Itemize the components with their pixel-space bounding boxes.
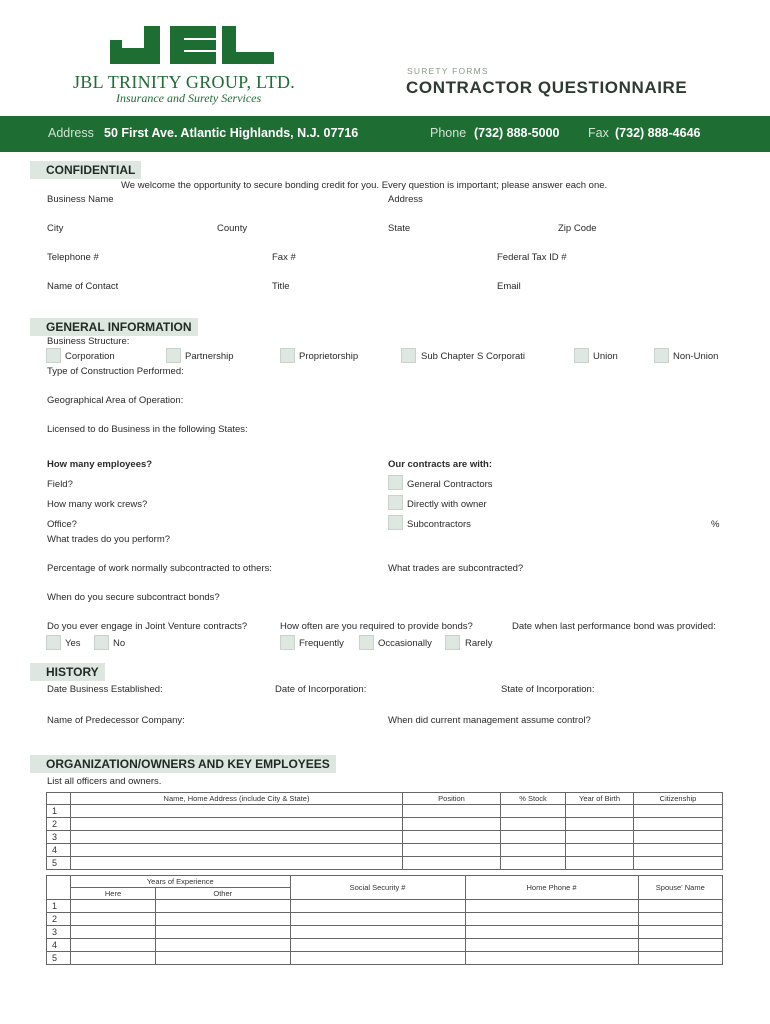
subcontractors-checkbox[interactable] bbox=[388, 515, 403, 530]
address-value: 50 First Ave. Atlantic Highlands, N.J. 07716 bbox=[104, 126, 359, 140]
table-cell[interactable] bbox=[290, 952, 465, 965]
subcontractors-label: Subcontractors bbox=[407, 519, 471, 530]
frequently-checkbox[interactable] bbox=[280, 635, 295, 650]
table-cell[interactable] bbox=[566, 844, 634, 857]
table-row[interactable] bbox=[47, 913, 723, 926]
section-history: HISTORY bbox=[30, 663, 105, 681]
section-organization: ORGANIZATION/OWNERS AND KEY EMPLOYEES bbox=[30, 755, 336, 773]
table-cell[interactable] bbox=[290, 913, 465, 926]
directly-with-owner-checkbox[interactable] bbox=[388, 495, 403, 510]
table-cell[interactable] bbox=[465, 913, 638, 926]
partnership-label: Partnership bbox=[185, 351, 234, 362]
last-performance-bond-label[interactable]: Date when last performance bond was provided: bbox=[512, 621, 716, 632]
union-label: Union bbox=[593, 351, 618, 362]
table-cell[interactable] bbox=[71, 913, 156, 926]
phone-value: (732) 888-5000 bbox=[474, 126, 560, 140]
sub-chapter-s-checkbox[interactable] bbox=[401, 348, 416, 363]
general-contractors-checkbox[interactable] bbox=[388, 475, 403, 490]
header-home-phone: Home Phone # bbox=[465, 876, 638, 900]
tax-id-label[interactable]: Federal Tax ID # bbox=[497, 252, 567, 263]
intro-text: We welcome the opportunity to secure bonding credit for you. Every question is important; please answer each one. bbox=[121, 180, 608, 191]
rarely-checkbox[interactable] bbox=[445, 635, 460, 650]
table-cell[interactable] bbox=[566, 805, 634, 818]
table-cell[interactable] bbox=[71, 900, 156, 913]
table-cell[interactable] bbox=[465, 900, 638, 913]
table-cell[interactable] bbox=[638, 952, 722, 965]
secure-bonds-label[interactable]: When do you secure subcontract bonds? bbox=[47, 592, 220, 603]
city-label[interactable]: City bbox=[47, 223, 64, 234]
row-number: 1 bbox=[47, 805, 71, 818]
row-number: 5 bbox=[47, 857, 71, 870]
header-spacer bbox=[47, 876, 71, 888]
table-row[interactable] bbox=[47, 818, 723, 831]
table-cell[interactable] bbox=[465, 926, 638, 939]
row-number: 4 bbox=[47, 939, 71, 952]
table-row[interactable] bbox=[47, 831, 723, 844]
officers-table bbox=[46, 792, 723, 870]
employees-question: How many employees? bbox=[47, 459, 153, 470]
email-label[interactable]: Email bbox=[497, 281, 521, 292]
header-spacer bbox=[47, 888, 71, 900]
row-number: 2 bbox=[47, 913, 71, 926]
corporation-checkbox[interactable] bbox=[46, 348, 61, 363]
jv-yes-label: Yes bbox=[65, 638, 81, 649]
table-row[interactable] bbox=[47, 939, 723, 952]
header-social-security: Social Security # bbox=[290, 876, 465, 900]
table-cell[interactable] bbox=[634, 831, 723, 844]
table-cell[interactable] bbox=[566, 831, 634, 844]
fax-value: (732) 888-4646 bbox=[615, 126, 701, 140]
row-number: 1 bbox=[47, 900, 71, 913]
document-title: CONTRACTOR QUESTIONNAIRE bbox=[406, 78, 688, 97]
sub-chapter-s-label: Sub Chapter S Corporati bbox=[421, 351, 526, 362]
company-name: JBL TRINITY GROUP, LTD. bbox=[73, 72, 296, 92]
header-year-of-birth: Year of Birth bbox=[566, 793, 634, 805]
table-row[interactable] bbox=[47, 805, 723, 818]
table-cell[interactable] bbox=[465, 952, 638, 965]
union-checkbox[interactable] bbox=[574, 348, 589, 363]
table-cell[interactable] bbox=[290, 926, 465, 939]
table-cell[interactable] bbox=[634, 818, 723, 831]
predecessor-company-label[interactable]: Name of Predecessor Company: bbox=[47, 715, 185, 726]
state-label[interactable]: State bbox=[388, 223, 411, 234]
date-established-label[interactable]: Date Business Established: bbox=[47, 684, 163, 695]
row-number: 2 bbox=[47, 818, 71, 831]
table-cell[interactable] bbox=[71, 857, 403, 870]
section-general-information: GENERAL INFORMATION bbox=[30, 318, 198, 336]
header-spouse-name: Spouse' Name bbox=[638, 876, 722, 900]
header-years-experience: Years of Experience bbox=[71, 876, 291, 888]
table-cell[interactable] bbox=[71, 805, 403, 818]
jbl-logo-mark bbox=[108, 24, 276, 68]
jv-yes-checkbox[interactable] bbox=[46, 635, 61, 650]
table-cell[interactable] bbox=[501, 805, 566, 818]
header-position: Position bbox=[403, 793, 501, 805]
table-cell[interactable] bbox=[634, 844, 723, 857]
company-tagline: Insurance and Surety Services bbox=[116, 91, 262, 105]
proprietorship-label: Proprietorship bbox=[299, 351, 359, 362]
row-number: 3 bbox=[47, 926, 71, 939]
table-cell[interactable] bbox=[156, 952, 291, 965]
general-contractors-label: General Contractors bbox=[407, 479, 493, 490]
telephone-label[interactable]: Telephone # bbox=[47, 252, 99, 263]
table-cell[interactable] bbox=[71, 926, 156, 939]
table-cell[interactable] bbox=[156, 900, 291, 913]
title-label[interactable]: Title bbox=[272, 281, 290, 292]
trades-subcontracted-label[interactable]: What trades are subcontracted? bbox=[388, 563, 524, 574]
table-cell[interactable] bbox=[403, 844, 501, 857]
table-cell[interactable] bbox=[290, 939, 465, 952]
table-cell[interactable] bbox=[566, 818, 634, 831]
table-cell[interactable] bbox=[403, 818, 501, 831]
header-other: Other bbox=[156, 888, 291, 900]
header-spacer bbox=[47, 793, 71, 805]
table-cell[interactable] bbox=[566, 857, 634, 870]
table-cell[interactable] bbox=[156, 926, 291, 939]
table-row[interactable] bbox=[47, 857, 723, 870]
non-union-label: Non-Union bbox=[673, 351, 719, 362]
pct-subcontracted-label[interactable]: Percentage of work normally subcontracted to others: bbox=[47, 563, 272, 574]
percent-sign: % bbox=[711, 519, 720, 530]
state-incorporation-label[interactable]: State of Incorporation: bbox=[501, 684, 595, 695]
zip-label[interactable]: Zip Code bbox=[558, 223, 597, 234]
business-name-label[interactable]: Business Name bbox=[47, 194, 114, 205]
table-cell[interactable] bbox=[501, 818, 566, 831]
management-control-label[interactable]: When did current management assume control? bbox=[388, 715, 591, 726]
row-number: 4 bbox=[47, 844, 71, 857]
table-cell[interactable] bbox=[634, 857, 723, 870]
fax-label: Fax bbox=[588, 126, 609, 140]
header-here: Here bbox=[71, 888, 156, 900]
address-label: Address bbox=[48, 126, 94, 140]
trades-perform-label[interactable]: What trades do you perform? bbox=[47, 534, 171, 545]
non-union-checkbox[interactable] bbox=[654, 348, 669, 363]
occasionally-label: Occasionally bbox=[378, 638, 432, 649]
jv-no-label: No bbox=[113, 638, 126, 649]
date-incorporation-label[interactable]: Date of Incorporation: bbox=[275, 684, 367, 695]
geographical-area-label[interactable]: Geographical Area of Operation: bbox=[47, 395, 184, 406]
table-row[interactable] bbox=[47, 952, 723, 965]
table-cell[interactable] bbox=[638, 900, 722, 913]
table-cell[interactable] bbox=[403, 805, 501, 818]
table-cell[interactable] bbox=[403, 857, 501, 870]
licensed-states-label[interactable]: Licensed to do Business in the following States: bbox=[47, 424, 248, 435]
contact-band bbox=[0, 116, 770, 152]
provide-bonds-question: How often are you required to provide bonds? bbox=[280, 621, 473, 632]
phone-label: Phone bbox=[430, 126, 467, 140]
header-name-address: Name, Home Address (include City & State) bbox=[71, 793, 403, 805]
table-cell[interactable] bbox=[156, 913, 291, 926]
table-cell[interactable] bbox=[501, 844, 566, 857]
construction-type-label[interactable]: Type of Construction Performed: bbox=[47, 366, 184, 377]
table-cell[interactable] bbox=[501, 831, 566, 844]
jv-no-checkbox[interactable] bbox=[94, 635, 109, 650]
joint-venture-question: Do you ever engage in Joint Venture contracts? bbox=[47, 621, 248, 632]
table-cell[interactable] bbox=[156, 939, 291, 952]
table-cell[interactable] bbox=[71, 831, 403, 844]
row-number: 3 bbox=[47, 831, 71, 844]
address-field-label[interactable]: Address bbox=[388, 194, 423, 205]
table-cell[interactable] bbox=[290, 900, 465, 913]
work-crews-label[interactable]: How many work crews? bbox=[47, 499, 148, 510]
business-structure-label: Business Structure: bbox=[47, 336, 130, 347]
table-cell[interactable] bbox=[638, 939, 722, 952]
table-cell[interactable] bbox=[71, 939, 156, 952]
table-cell[interactable] bbox=[638, 926, 722, 939]
rarely-label: Rarely bbox=[465, 638, 493, 649]
experience-header-top bbox=[47, 876, 723, 888]
field-employees-label[interactable]: Field? bbox=[47, 479, 73, 490]
officers-table-header bbox=[47, 793, 723, 805]
table-cell[interactable] bbox=[403, 831, 501, 844]
table-cell[interactable] bbox=[465, 939, 638, 952]
experience-table bbox=[46, 875, 723, 965]
proprietorship-checkbox[interactable] bbox=[280, 348, 295, 363]
contracts-question: Our contracts are with: bbox=[388, 459, 492, 470]
contact-name-label[interactable]: Name of Contact bbox=[47, 281, 119, 292]
occasionally-checkbox[interactable] bbox=[359, 635, 374, 650]
header-citizenship: Citizenship bbox=[634, 793, 723, 805]
table-cell[interactable] bbox=[501, 857, 566, 870]
partnership-checkbox[interactable] bbox=[166, 348, 181, 363]
table-row[interactable] bbox=[47, 926, 723, 939]
table-cell[interactable] bbox=[634, 805, 723, 818]
header-stock: % Stock bbox=[501, 793, 566, 805]
section-confidential: CONFIDENTIAL bbox=[30, 161, 141, 179]
corporation-label: Corporation bbox=[65, 351, 115, 362]
fax-field-label[interactable]: Fax # bbox=[272, 252, 296, 263]
surety-forms-label: SURETY FORMS bbox=[407, 66, 489, 76]
table-row[interactable] bbox=[47, 844, 723, 857]
row-number: 5 bbox=[47, 952, 71, 965]
office-employees-label[interactable]: Office? bbox=[47, 519, 77, 530]
table-row[interactable] bbox=[47, 900, 723, 913]
county-label[interactable]: County bbox=[217, 223, 248, 234]
table-cell[interactable] bbox=[71, 818, 403, 831]
directly-with-owner-label: Directly with owner bbox=[407, 499, 487, 510]
table-cell[interactable] bbox=[638, 913, 722, 926]
frequently-label: Frequently bbox=[299, 638, 344, 649]
table-cell[interactable] bbox=[71, 952, 156, 965]
table-cell[interactable] bbox=[71, 844, 403, 857]
list-officers-label: List all officers and owners. bbox=[47, 776, 162, 787]
